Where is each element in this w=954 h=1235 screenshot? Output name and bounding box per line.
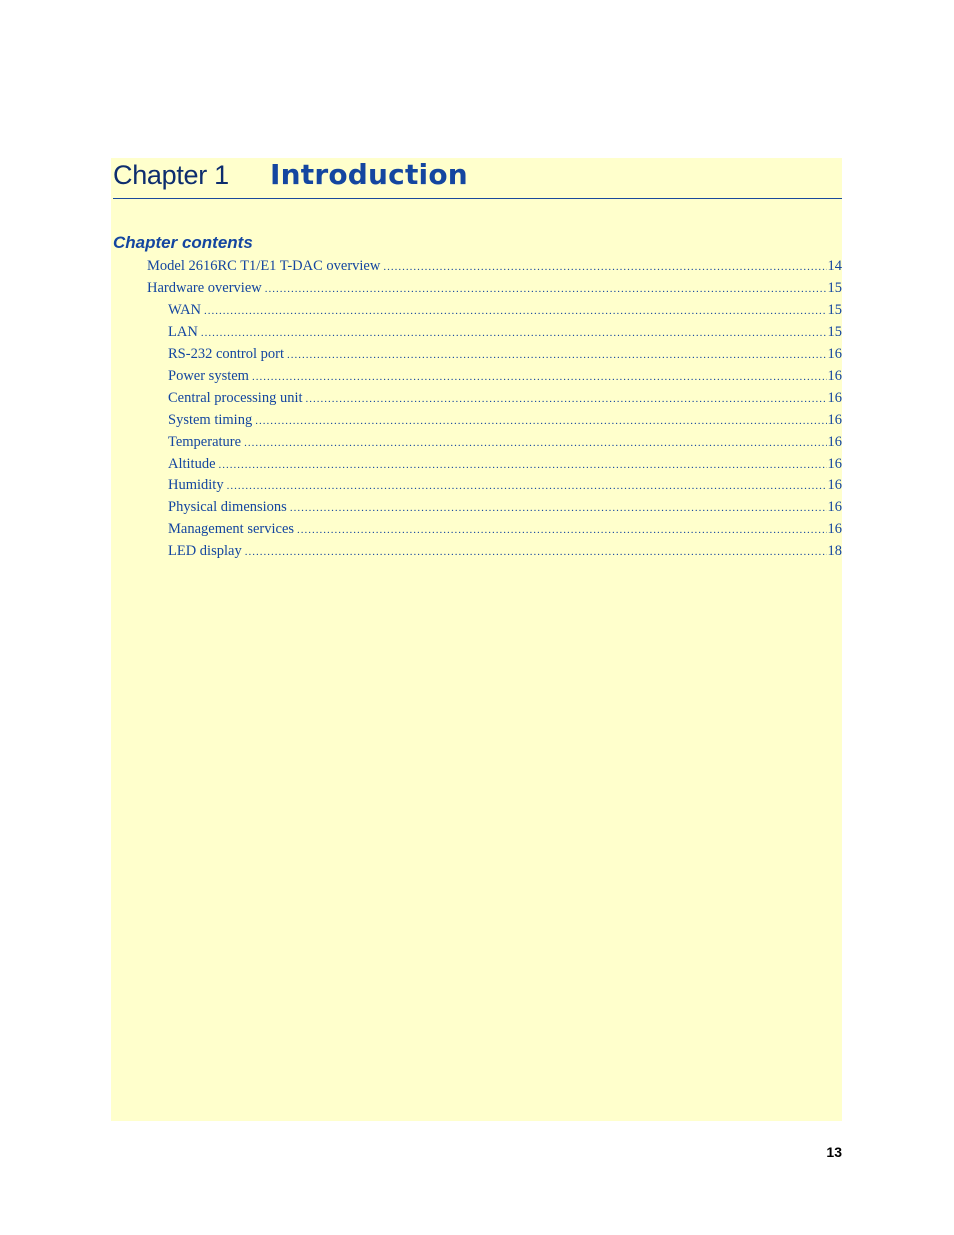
toc-leader	[306, 393, 827, 405]
toc-entry-page: 15	[827, 324, 842, 340]
toc-entry-title: Power system	[168, 368, 249, 384]
toc-leader	[297, 524, 826, 536]
toc-entry-title: RS-232 control port	[168, 346, 284, 362]
toc-entry-page: 16	[827, 390, 842, 406]
toc-entry-page: 16	[827, 368, 842, 384]
toc-leader	[383, 261, 826, 273]
chapter-title: Introduction	[270, 158, 468, 191]
toc-entry-title: WAN	[168, 302, 202, 318]
toc-entry-system-timing[interactable]	[168, 412, 842, 434]
page-number: 13	[826, 1144, 842, 1160]
chapter-heading	[113, 158, 842, 199]
toc-entry-physical-dimensions[interactable]	[168, 499, 842, 521]
toc-entry-central-processing-unit[interactable]	[168, 390, 842, 412]
toc-entry-title: LED display	[168, 543, 242, 559]
toc-leader	[245, 546, 827, 558]
toc-entry-model-overview[interactable]	[147, 258, 842, 280]
toc-entry-management-services[interactable]	[168, 521, 842, 543]
toc-entry-title: Physical dimensions	[168, 499, 287, 515]
toc-entry-led-display[interactable]	[168, 543, 842, 565]
toc-entry-page: 16	[827, 521, 842, 537]
toc-leader	[219, 459, 827, 471]
toc-entry-page: 16	[827, 477, 842, 493]
toc-leader	[290, 502, 827, 514]
toc-leader	[255, 415, 826, 427]
toc-entry-page: 18	[827, 543, 842, 559]
toc-entry-title: Central processing unit	[168, 390, 303, 406]
toc-entry-page: 16	[827, 346, 842, 362]
toc-entry-page: 16	[827, 456, 842, 472]
toc-leader	[287, 349, 827, 361]
toc-entry-title: System timing	[168, 412, 253, 428]
toc-entry-title: LAN	[168, 324, 198, 340]
toc-leader	[244, 437, 826, 449]
toc-entry-page: 14	[827, 258, 842, 274]
chapter-label: Chapter 1	[113, 160, 229, 190]
toc-entry-page: 16	[827, 412, 842, 428]
toc-entry-power-system[interactable]	[168, 368, 842, 390]
toc-entry-title: Temperature	[168, 434, 242, 450]
toc-entry-page: 16	[827, 434, 842, 450]
toc-entry-page: 15	[827, 302, 842, 318]
toc-leader	[204, 305, 826, 317]
toc-entry-title: Altitude	[168, 456, 216, 472]
toc-entry-temperature[interactable]	[168, 434, 842, 456]
toc-entry-title: Model 2616RC T1/E1 T-DAC overview	[147, 258, 381, 274]
toc-entry-title: Hardware overview	[147, 280, 262, 296]
toc-entry-title: Humidity	[168, 477, 224, 493]
toc-entry-hardware-overview[interactable]	[147, 280, 842, 302]
toc-leader	[227, 480, 827, 492]
toc-entry-rs232-control-port[interactable]	[168, 346, 842, 368]
toc-entry-page: 16	[827, 499, 842, 515]
toc-entry-page: 15	[827, 280, 842, 296]
toc-entry-altitude[interactable]	[168, 456, 842, 478]
toc-entry-wan[interactable]	[168, 302, 842, 324]
contents-heading: Chapter contents	[113, 233, 253, 252]
toc-leader	[265, 283, 827, 295]
toc-leader	[201, 327, 827, 339]
toc-entry-lan[interactable]	[168, 324, 842, 346]
toc-entry-humidity[interactable]	[168, 477, 842, 499]
toc-leader	[252, 371, 827, 383]
toc-entry-title: Management services	[168, 521, 295, 537]
